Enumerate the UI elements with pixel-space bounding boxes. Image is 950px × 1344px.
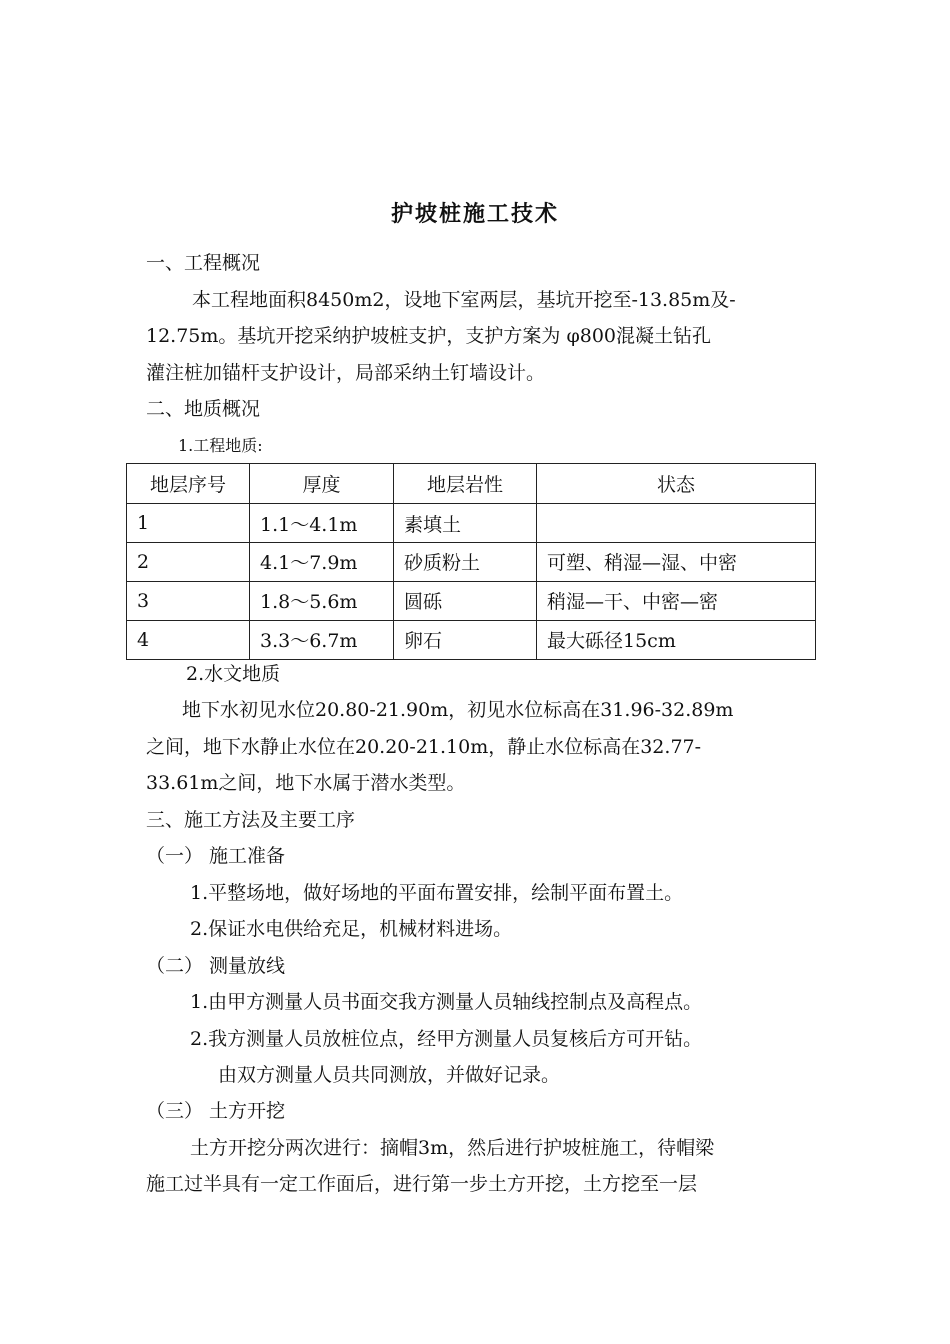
paragraph-line: 土方开挖分两次进行：摘帽3m，然后进行护坡桩施工，待帽梁	[190, 1137, 715, 1159]
table-header-cell: 地层序号	[127, 464, 250, 504]
table-cell: 4.1～7.9m	[250, 543, 394, 582]
paragraph-line: 12.75m。基坑开挖采纳护坡桩支护，支护方案为 φ800混凝土钻孔	[146, 325, 712, 347]
table-header-cell: 地层岩性	[394, 464, 537, 504]
list-item: 1.由甲方测量人员书面交我方测量人员轴线控制点及高程点。	[190, 991, 703, 1013]
table-header-cell: 厚度	[250, 464, 394, 504]
geology-table	[126, 463, 816, 660]
table-header-cell: 状态	[537, 464, 816, 504]
list-item: 2.保证水电供给充足，机械材料进场。	[190, 918, 513, 940]
table-cell: 3	[127, 581, 250, 620]
table-cell: 卵石	[394, 620, 537, 659]
table-cell: 1	[127, 504, 250, 543]
table-row	[127, 581, 816, 620]
table-cell: 4	[127, 620, 250, 659]
table-cell	[537, 504, 816, 543]
table-cell: 砂质粉土	[394, 543, 537, 582]
subsection-heading-survey: （二） 测量放线	[146, 955, 286, 977]
subsection-heading-excavation: （三） 土方开挖	[146, 1100, 286, 1122]
table-row	[127, 543, 816, 582]
paragraph-line: 33.61m之间，地下水属于潜水类型。	[146, 772, 466, 794]
table-header-row	[127, 464, 816, 504]
table-row	[127, 504, 816, 543]
table-cell: 1.1～4.1m	[250, 504, 394, 543]
paragraph-line: 之间，地下水静止水位在20.20-21.10m，静止水位标高在32.77-	[146, 736, 702, 758]
subsection-heading-preparation: （一） 施工准备	[146, 845, 286, 867]
table-cell: 素填土	[394, 504, 537, 543]
list-item: 2.我方测量人员放桩位点，经甲方测量人员复核后方可开钻。	[190, 1028, 703, 1050]
section-heading-geology: 二、地质概况	[146, 398, 261, 420]
table-cell: 稍湿—干、中密—密	[537, 581, 816, 620]
document-title: 护坡桩施工技术	[390, 201, 559, 227]
paragraph-line: 本工程地面积8450m2，设地下室两层，基坑开挖至-13.85m及-	[192, 289, 736, 311]
table-cell: 2	[127, 543, 250, 582]
paragraph-line: 灌注桩加锚杆支护设计，局部采纳土钉墙设计。	[146, 362, 546, 384]
table-cell: 1.8～5.6m	[250, 581, 394, 620]
section-heading-overview: 一、工程概况	[146, 252, 261, 274]
subheading-hydrogeology: 2.水文地质	[186, 663, 281, 685]
list-item-continuation: 由双方测量人员共同测放，并做好记录。	[218, 1064, 561, 1086]
table-cell: 圆砾	[394, 581, 537, 620]
list-item: 1.平整场地，做好场地的平面布置安排，绘制平面布置土。	[190, 882, 684, 904]
paragraph-line: 地下水初见水位20.80-21.90m，初见水位标高在31.96-32.89m	[182, 699, 734, 721]
table-cell: 可塑、稍湿—湿、中密	[537, 543, 816, 582]
paragraph-line: 施工过半具有一定工作面后，进行第一步土方开挖，土方挖至一层	[146, 1173, 698, 1195]
table-row	[127, 620, 816, 659]
subheading-engineering-geology: 1.工程地质:	[178, 436, 263, 455]
table-cell: 3.3～6.7m	[250, 620, 394, 659]
section-heading-methods: 三、施工方法及主要工序	[146, 809, 356, 831]
table-cell: 最大砾径15cm	[537, 620, 816, 659]
